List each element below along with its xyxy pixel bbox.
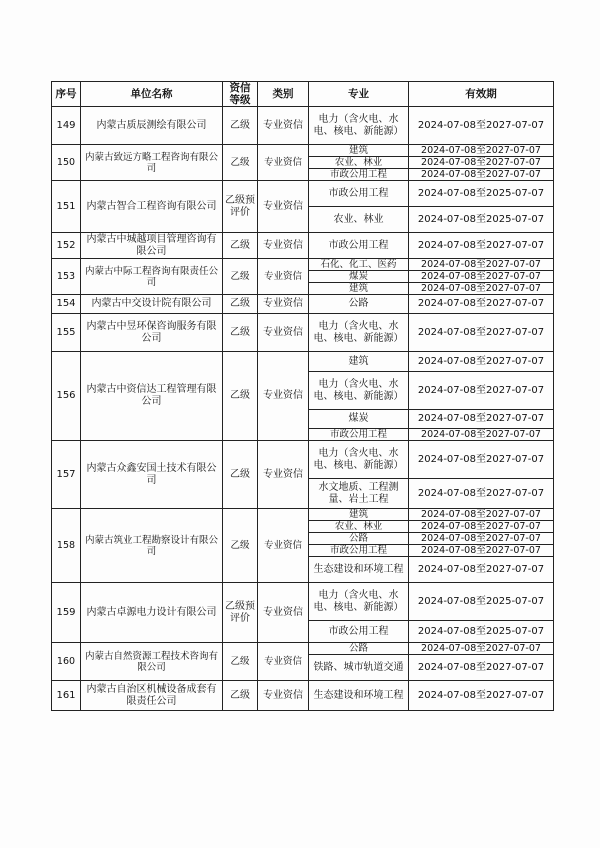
category: 专业资信 (258, 441, 309, 509)
specialty: 生态建设和环境工程 (309, 557, 409, 583)
company-name: 内蒙古致远方略工程咨询有限公司 (81, 145, 223, 181)
specialty: 电力（含火电、水电、核电、新能源） (309, 107, 409, 145)
row-no: 154 (52, 295, 81, 314)
category: 专业资信 (258, 259, 309, 295)
category: 专业资信 (258, 145, 309, 181)
table-row (52, 233, 554, 259)
specialty: 农业、林业 (309, 521, 409, 533)
company-name: 内蒙古中城越项目管理咨询有限公司 (81, 233, 223, 259)
company-name: 内蒙古自然资源工程技术咨询有限公司 (81, 643, 223, 681)
row-no: 160 (52, 643, 81, 681)
row-no: 153 (52, 259, 81, 295)
row-no: 151 (52, 181, 81, 233)
table-row (52, 583, 554, 621)
validity: 2024-07-08至2027-07-07 (409, 429, 554, 441)
table-row (52, 509, 554, 521)
validity: 2024-07-08至2027-07-07 (409, 157, 554, 169)
row-no: 159 (52, 583, 81, 643)
validity: 2024-07-08至2025-07-07 (409, 583, 554, 621)
specialty: 市政公用工程 (309, 429, 409, 441)
specialty: 石化、化工、医药 (309, 259, 409, 271)
category: 专业资信 (258, 295, 309, 314)
grade: 乙级 (223, 107, 258, 145)
grade: 乙级预评价 (223, 583, 258, 643)
category: 专业资信 (258, 509, 309, 583)
row-no: 161 (52, 681, 81, 711)
specialty: 煤炭 (309, 410, 409, 429)
validity: 2024-07-08至2025-07-07 (409, 181, 554, 207)
table-header-row (52, 82, 554, 107)
company-name: 内蒙古众鑫安国土技术有限公司 (81, 441, 223, 509)
category: 专业资信 (258, 352, 309, 441)
specialty: 煤炭 (309, 271, 409, 283)
grade: 乙级 (223, 314, 258, 352)
validity: 2024-07-08至2027-07-07 (409, 681, 554, 711)
specialty: 公路 (309, 533, 409, 545)
specialty: 电力（含火电、水电、核电、新能源） (309, 441, 409, 479)
specialty: 市政公用工程 (309, 181, 409, 207)
grade: 乙级 (223, 295, 258, 314)
category: 专业资信 (258, 107, 309, 145)
grade: 乙级 (223, 352, 258, 441)
company-name: 内蒙古自治区机械设备成套有限责任公司 (81, 681, 223, 711)
validity: 2024-07-08至2027-07-07 (409, 509, 554, 521)
row-no: 152 (52, 233, 81, 259)
grade: 乙级 (223, 509, 258, 583)
company-name: 内蒙古中资信达工程管理有限公司 (81, 352, 223, 441)
category: 专业资信 (258, 681, 309, 711)
specialty: 市政公用工程 (309, 545, 409, 557)
row-no: 156 (52, 352, 81, 441)
table-row (52, 681, 554, 711)
category: 专业资信 (258, 233, 309, 259)
validity: 2024-07-08至2027-07-07 (409, 643, 554, 655)
specialty: 电力（含火电、水电、核电、新能源） (309, 583, 409, 621)
validity: 2024-07-08至2027-07-07 (409, 545, 554, 557)
company-name: 内蒙古中际工程咨询有限责任公司 (81, 259, 223, 295)
header-type: 类别 (258, 82, 309, 107)
specialty: 公路 (309, 295, 409, 314)
validity: 2024-07-08至2027-07-07 (409, 441, 554, 479)
row-no: 155 (52, 314, 81, 352)
validity: 2024-07-08至2025-07-07 (409, 621, 554, 643)
company-name: 内蒙古中昱环保咨询服务有限公司 (81, 314, 223, 352)
specialty: 建筑 (309, 352, 409, 372)
validity: 2024-07-08至2027-07-07 (409, 169, 554, 181)
company-name: 内蒙古智合工程咨询有限公司 (81, 181, 223, 233)
specialty: 生态建设和环境工程 (309, 681, 409, 711)
specialty: 市政公用工程 (309, 169, 409, 181)
category: 专业资信 (258, 181, 309, 233)
table-row (52, 352, 554, 372)
grade: 乙级 (223, 233, 258, 259)
company-name: 内蒙古中交设计院有限公司 (81, 295, 223, 314)
specialty: 建筑 (309, 283, 409, 295)
qualification-table (51, 81, 554, 711)
row-no: 150 (52, 145, 81, 181)
validity: 2024-07-08至2027-07-07 (409, 557, 554, 583)
specialty: 水文地质、工程测量、岩土工程 (309, 479, 409, 509)
specialty: 电力（含火电、水电、核电、新能源） (309, 372, 409, 410)
row-no: 157 (52, 441, 81, 509)
validity: 2024-07-08至2027-07-07 (409, 295, 554, 314)
validity: 2024-07-08至2027-07-07 (409, 372, 554, 410)
table-row (52, 441, 554, 479)
company-name: 内蒙古卓源电力设计有限公司 (81, 583, 223, 643)
table-row (52, 107, 554, 145)
grade: 乙级 (223, 259, 258, 295)
specialty: 建筑 (309, 509, 409, 521)
specialty: 电力（含火电、水电、核电、新能源） (309, 314, 409, 352)
row-no: 158 (52, 509, 81, 583)
header-name: 单位名称 (81, 82, 223, 107)
validity: 2024-07-08至2027-07-07 (409, 233, 554, 259)
table-row (52, 643, 554, 655)
row-no: 149 (52, 107, 81, 145)
company-name: 内蒙古质辰测绘有限公司 (81, 107, 223, 145)
header-grade: 资信等级 (223, 82, 258, 107)
header-spec: 专业 (309, 82, 409, 107)
validity: 2024-07-08至2027-07-07 (409, 533, 554, 545)
category: 专业资信 (258, 583, 309, 643)
specialty: 市政公用工程 (309, 233, 409, 259)
category: 专业资信 (258, 643, 309, 681)
header-valid: 有效期 (409, 82, 554, 107)
table-row (52, 259, 554, 271)
grade: 乙级 (223, 643, 258, 681)
grade: 乙级 (223, 681, 258, 711)
company-name: 内蒙古筑业工程勘察设计有限公司 (81, 509, 223, 583)
table-row (52, 295, 554, 314)
category: 专业资信 (258, 314, 309, 352)
validity: 2024-07-08至2027-07-07 (409, 479, 554, 509)
grade: 乙级 (223, 441, 258, 509)
validity: 2024-07-08至2027-07-07 (409, 271, 554, 283)
specialty: 市政公用工程 (309, 621, 409, 643)
grade: 乙级 (223, 145, 258, 181)
validity: 2024-07-08至2027-07-07 (409, 655, 554, 681)
validity: 2024-07-08至2027-07-07 (409, 410, 554, 429)
grade: 乙级预评价 (223, 181, 258, 233)
validity: 2024-07-08至2027-07-07 (409, 145, 554, 157)
validity: 2024-07-08至2027-07-07 (409, 352, 554, 372)
specialty: 公路 (309, 643, 409, 655)
specialty: 建筑 (309, 145, 409, 157)
specialty: 铁路、城市轨道交通 (309, 655, 409, 681)
validity: 2024-07-08至2027-07-07 (409, 283, 554, 295)
validity: 2024-07-08至2025-07-07 (409, 207, 554, 233)
table-row (52, 181, 554, 207)
header-no: 序号 (52, 82, 81, 107)
validity: 2024-07-08至2027-07-07 (409, 259, 554, 271)
validity: 2024-07-08至2027-07-07 (409, 314, 554, 352)
validity: 2024-07-08至2027-07-07 (409, 107, 554, 145)
validity: 2024-07-08至2027-07-07 (409, 521, 554, 533)
table-row (52, 145, 554, 157)
table-row (52, 314, 554, 352)
specialty: 农业、林业 (309, 207, 409, 233)
specialty: 农业、林业 (309, 157, 409, 169)
